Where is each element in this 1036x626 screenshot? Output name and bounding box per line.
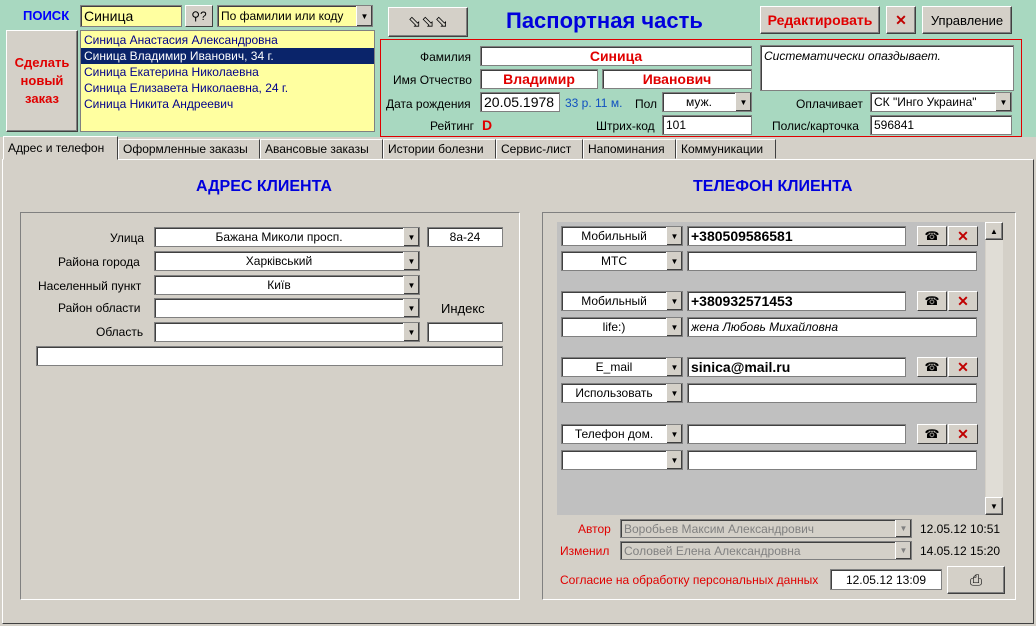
search-label: ПОИСК xyxy=(23,8,70,23)
search-mode-select[interactable] xyxy=(217,5,373,27)
cross-icon: ✕ xyxy=(957,426,969,442)
search-results-list[interactable] xyxy=(80,30,375,132)
region-district-label: Район области xyxy=(58,301,141,315)
region-select[interactable] xyxy=(154,322,420,342)
changed-label: Изменил xyxy=(560,544,610,558)
list-item[interactable]: Синица Екатерина Николаевна xyxy=(84,65,259,79)
phone-type-value: Мобильный xyxy=(581,294,647,308)
call-button[interactable] xyxy=(917,424,947,444)
note-field[interactable]: Систематически опаздывает. xyxy=(760,45,1014,91)
region-label: Область xyxy=(96,325,144,339)
phone-value-field[interactable]: +380932571453 xyxy=(687,291,906,311)
changed-value: Соловей Елена Александровна xyxy=(624,543,801,558)
dob-label: Дата рождения xyxy=(386,97,471,111)
street-label: Улица xyxy=(110,231,145,245)
chevron-down-icon: ▼ xyxy=(666,384,682,402)
phone-type-value: E_mail xyxy=(595,360,633,374)
edit-button[interactable]: Редактировать xyxy=(760,6,880,34)
tab-advance-orders[interactable]: Авансовые заказы xyxy=(260,139,383,159)
print-button[interactable] xyxy=(947,566,1005,594)
phone-icon: ☎ xyxy=(924,294,940,308)
patronymic-field[interactable]: Иванович xyxy=(602,69,752,89)
surname-label: Фамилия xyxy=(420,50,471,64)
scroll-down-button[interactable]: ▼ xyxy=(985,497,1003,515)
cross-icon: ✕ xyxy=(895,12,907,28)
author-date: 12.05.12 10:51 xyxy=(920,522,1001,536)
city-value: Київ xyxy=(267,278,291,292)
full-address-field[interactable] xyxy=(36,346,503,366)
chevron-down-icon: ▼ xyxy=(403,276,419,294)
call-button[interactable] xyxy=(917,357,947,377)
chevron-down-icon: ▼ xyxy=(895,520,911,537)
search-mode-value: По фамилии или коду xyxy=(221,9,344,23)
phone-type-value: Телефон дом. xyxy=(574,427,654,441)
rating-value: D xyxy=(482,117,493,133)
chevron-down-icon: ▼ xyxy=(403,252,419,270)
chevron-down-icon: ▼ xyxy=(735,93,751,111)
list-item[interactable]: Синица Никита Андреевич xyxy=(84,97,234,111)
phone-icon: ☎ xyxy=(924,360,940,374)
surname-field[interactable]: Синица xyxy=(480,46,752,66)
district-label: Района города xyxy=(58,255,140,269)
rating-label: Рейтинг xyxy=(430,119,475,133)
consent-label: Согласие на обработку персональных данных xyxy=(560,573,819,587)
manage-button[interactable]: Управление xyxy=(922,6,1012,34)
operator-select[interactable] xyxy=(561,251,683,271)
cross-icon: ✕ xyxy=(957,293,969,309)
chevron-down-icon: ▼ xyxy=(666,451,682,469)
tab-service-list[interactable]: Сервис-лист xyxy=(496,139,583,159)
changed-select xyxy=(620,541,912,560)
phone-type-value: Мобильный xyxy=(581,229,647,243)
list-item[interactable]: Синица Анастасия Александровна xyxy=(84,33,278,47)
district-select[interactable] xyxy=(154,251,420,271)
new-order-button[interactable] xyxy=(6,30,78,132)
email-usage-select[interactable] xyxy=(561,383,683,403)
district-value: Харківський xyxy=(245,254,313,268)
scrollbar[interactable] xyxy=(985,222,1003,515)
address-title: АДРЕС КЛИЕНТА xyxy=(196,178,332,195)
phone-type-select[interactable] xyxy=(561,424,683,444)
cross-icon: ✕ xyxy=(957,359,969,375)
tab-communications[interactable]: Коммуникации xyxy=(676,139,776,159)
scroll-up-button[interactable]: ▲ xyxy=(985,222,1003,240)
binoculars-icon: ⚲? xyxy=(191,9,207,23)
chevron-down-icon: ▼ xyxy=(666,292,682,310)
call-button[interactable] xyxy=(917,291,947,311)
email-value-field[interactable]: sinica@mail.ru xyxy=(687,357,906,377)
phone-icon: ☎ xyxy=(924,229,940,243)
phone-icon: ☎ xyxy=(924,427,940,441)
email-usage-value: Использовать xyxy=(575,386,653,400)
phone-note-field[interactable]: жена Любовь Михайловна xyxy=(687,317,977,337)
page-title: Паспортная часть xyxy=(506,8,703,33)
delete-phone-button[interactable] xyxy=(948,291,978,311)
index-label: Индекс xyxy=(441,301,485,316)
tab-medical-history[interactable]: Истории болезни xyxy=(383,139,496,159)
sex-select[interactable] xyxy=(662,92,752,112)
tab-reminders[interactable]: Напоминания xyxy=(583,139,676,159)
tab-address-phone[interactable]: Адрес и телефон xyxy=(3,136,118,160)
new-order-label: Сделать новый заказ xyxy=(14,55,70,106)
chevron-down-icon: ▼ xyxy=(666,425,682,443)
house-field[interactable]: 8а-24 xyxy=(427,227,503,247)
author-value: Воробьев Максим Александрович xyxy=(624,521,815,536)
phone-note-field[interactable] xyxy=(687,383,977,403)
phone-type-select[interactable] xyxy=(561,226,683,246)
phone-value-field[interactable]: +380509586581 xyxy=(687,226,906,246)
age-text: 33 р. 11 м. xyxy=(565,96,623,110)
arrows-icon: ⬂⬂⬂ xyxy=(407,14,449,31)
chevron-down-icon: ▼ xyxy=(356,6,372,26)
tab-orders[interactable]: Оформленные заказы xyxy=(118,139,260,159)
phone-note-field[interactable] xyxy=(687,251,977,271)
chevron-down-icon: ▼ xyxy=(403,323,419,341)
list-item[interactable]: Синица Елизавета Николаевна, 24 г. xyxy=(84,81,289,95)
payer-label: Оплачивает xyxy=(796,97,863,111)
cancel-button[interactable] xyxy=(886,6,916,34)
operator-value: МТС xyxy=(601,254,627,268)
barcode-field[interactable]: 101 xyxy=(662,115,752,135)
barcode-label: Штрих-код xyxy=(596,119,655,133)
index-field[interactable] xyxy=(427,322,503,342)
street-value: Бажана Миколи просп. xyxy=(215,230,343,244)
binoculars-button[interactable] xyxy=(185,5,213,27)
region-district-select[interactable] xyxy=(154,298,420,318)
delete-phone-button[interactable] xyxy=(948,357,978,377)
operator-select[interactable] xyxy=(561,317,683,337)
phone-type-select[interactable] xyxy=(561,291,683,311)
consent-date-field[interactable]: 12.05.12 13:09 xyxy=(830,569,942,590)
phone-type-select[interactable] xyxy=(561,357,683,377)
author-select xyxy=(620,519,912,538)
policy-label: Полис/карточка xyxy=(772,119,859,133)
chevron-down-icon: ▼ xyxy=(995,93,1011,111)
delete-phone-button[interactable] xyxy=(948,424,978,444)
phone-value-field[interactable] xyxy=(687,424,906,444)
chevron-down-icon: ▼ xyxy=(895,542,911,559)
list-item[interactable]: Синица Владимир Иванович, 34 г. xyxy=(81,48,374,64)
search-input[interactable]: Синица xyxy=(80,5,182,27)
policy-field[interactable]: 596841 xyxy=(870,115,1012,135)
payer-select[interactable] xyxy=(870,92,1012,112)
author-label: Автор xyxy=(578,522,611,536)
operator-select[interactable] xyxy=(561,450,683,470)
first-name-field[interactable]: Владимир xyxy=(480,69,598,89)
sex-value: муж. xyxy=(686,95,712,109)
cross-icon: ✕ xyxy=(957,228,969,244)
chevron-down-icon: ▼ xyxy=(666,318,682,336)
call-button[interactable] xyxy=(917,226,947,246)
chevron-down-icon: ▼ xyxy=(666,227,682,245)
changed-date: 14.05.12 15:20 xyxy=(920,544,1001,558)
delete-phone-button[interactable] xyxy=(948,226,978,246)
operator-value: life:) xyxy=(602,320,626,334)
printer-icon: ⎙ xyxy=(969,571,982,589)
city-select[interactable] xyxy=(154,275,420,295)
phone-title: ТЕЛЕФОН КЛИЕНТА xyxy=(693,178,853,195)
chevron-down-icon: ▼ xyxy=(666,252,682,270)
street-select[interactable] xyxy=(154,227,420,247)
chevron-down-icon: ▼ xyxy=(403,299,419,317)
payer-value: СК "Инго Украина" xyxy=(874,95,977,109)
chevron-down-icon: ▼ xyxy=(666,358,682,376)
phone-note-field[interactable] xyxy=(687,450,977,470)
city-label: Населенный пункт xyxy=(38,279,142,293)
dob-field[interactable]: 20.05.1978 xyxy=(480,92,560,112)
arrows-button[interactable] xyxy=(388,7,468,37)
name-label: Имя Отчество xyxy=(393,73,472,87)
sex-label: Пол xyxy=(635,97,658,111)
chevron-down-icon: ▼ xyxy=(403,228,419,246)
